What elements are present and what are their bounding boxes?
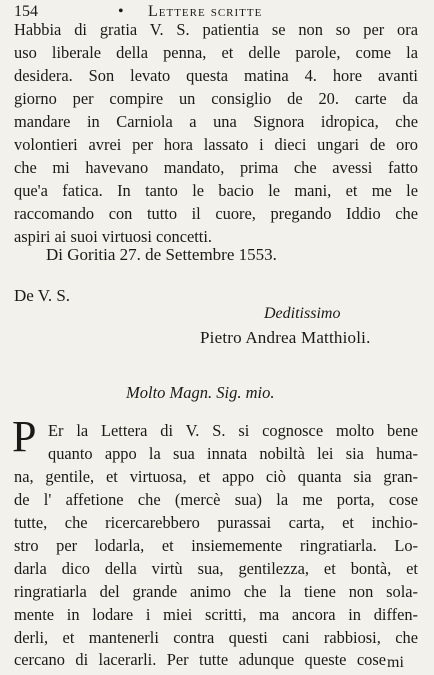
- text-line: che mi havevano mandato, prima che avessi fatto: [14, 158, 418, 177]
- text-line: giorno per compire un consiglio de 20. carte da: [14, 89, 418, 108]
- text-line: volontieri avrei per hora lassato i dieci ungari de oro: [14, 135, 418, 154]
- text-line: darla dico della virtù sua, gentilezza, et bontà, et: [14, 559, 418, 578]
- text-line: desidera. Son levato questa matina 4. hore avanti: [14, 66, 418, 85]
- text-line: Habbia di gratia V. S. patientia se non so per ora: [14, 20, 418, 39]
- header-ornament: •: [118, 3, 124, 20]
- catchword: mi: [387, 654, 404, 671]
- text-line: stro per lodarla, et insiememente ringratiarla. Lo-: [14, 536, 418, 555]
- text-line: cercano di lacerarli. Per tutte adunque queste cose: [14, 650, 386, 669]
- text-line: raccomando con tutto il cuore, pregando Iddio che: [14, 204, 418, 223]
- text-line: de l' affetione che (mercè sua) la me porta, cose: [14, 490, 418, 509]
- text-line: tutte, che ricercarebbero purassai carta, et inchio-: [14, 513, 418, 532]
- place-date: Di Goritia 27. de Settembre 1553.: [46, 245, 277, 264]
- page-number: 154: [14, 3, 38, 20]
- running-title: Lettere scritte: [148, 3, 263, 20]
- text-line: aspiri ai suoi virtuosi concetti.: [14, 227, 213, 246]
- signature: Pietro Andrea Matthioli.: [200, 328, 371, 347]
- text-line: uso liberale della penna, et delle parole, come la: [14, 43, 418, 62]
- text-line: derli, et mantenerli contra questi cani rabbiosi, che: [14, 628, 418, 647]
- text-line: quanto appo la sua innata nobiltà lei sia huma-: [48, 444, 418, 463]
- text-line: mente in lodare i miei scritti, ma ancora in diffen-: [14, 605, 418, 624]
- text-line: na, gentile, et virtuosa, et appo ciò quanta sia gran-: [14, 467, 418, 486]
- letter-heading: Molto Magn. Sig. mio.: [126, 383, 275, 402]
- salutation: De V. S.: [14, 286, 71, 305]
- closing: Deditissimo: [264, 305, 341, 322]
- text-line: mandare in Carniola a una Signora idropica, che: [14, 112, 418, 131]
- text-line: ringratiarla del grande animo che la tiene non sola-: [14, 582, 418, 601]
- text-line: Er la Lettera di V. S. si cognosce molto bene: [48, 421, 418, 440]
- drop-cap: P: [12, 412, 37, 461]
- text-line: que'a fatica. In tanto le bacio le mani, et me le: [14, 181, 418, 200]
